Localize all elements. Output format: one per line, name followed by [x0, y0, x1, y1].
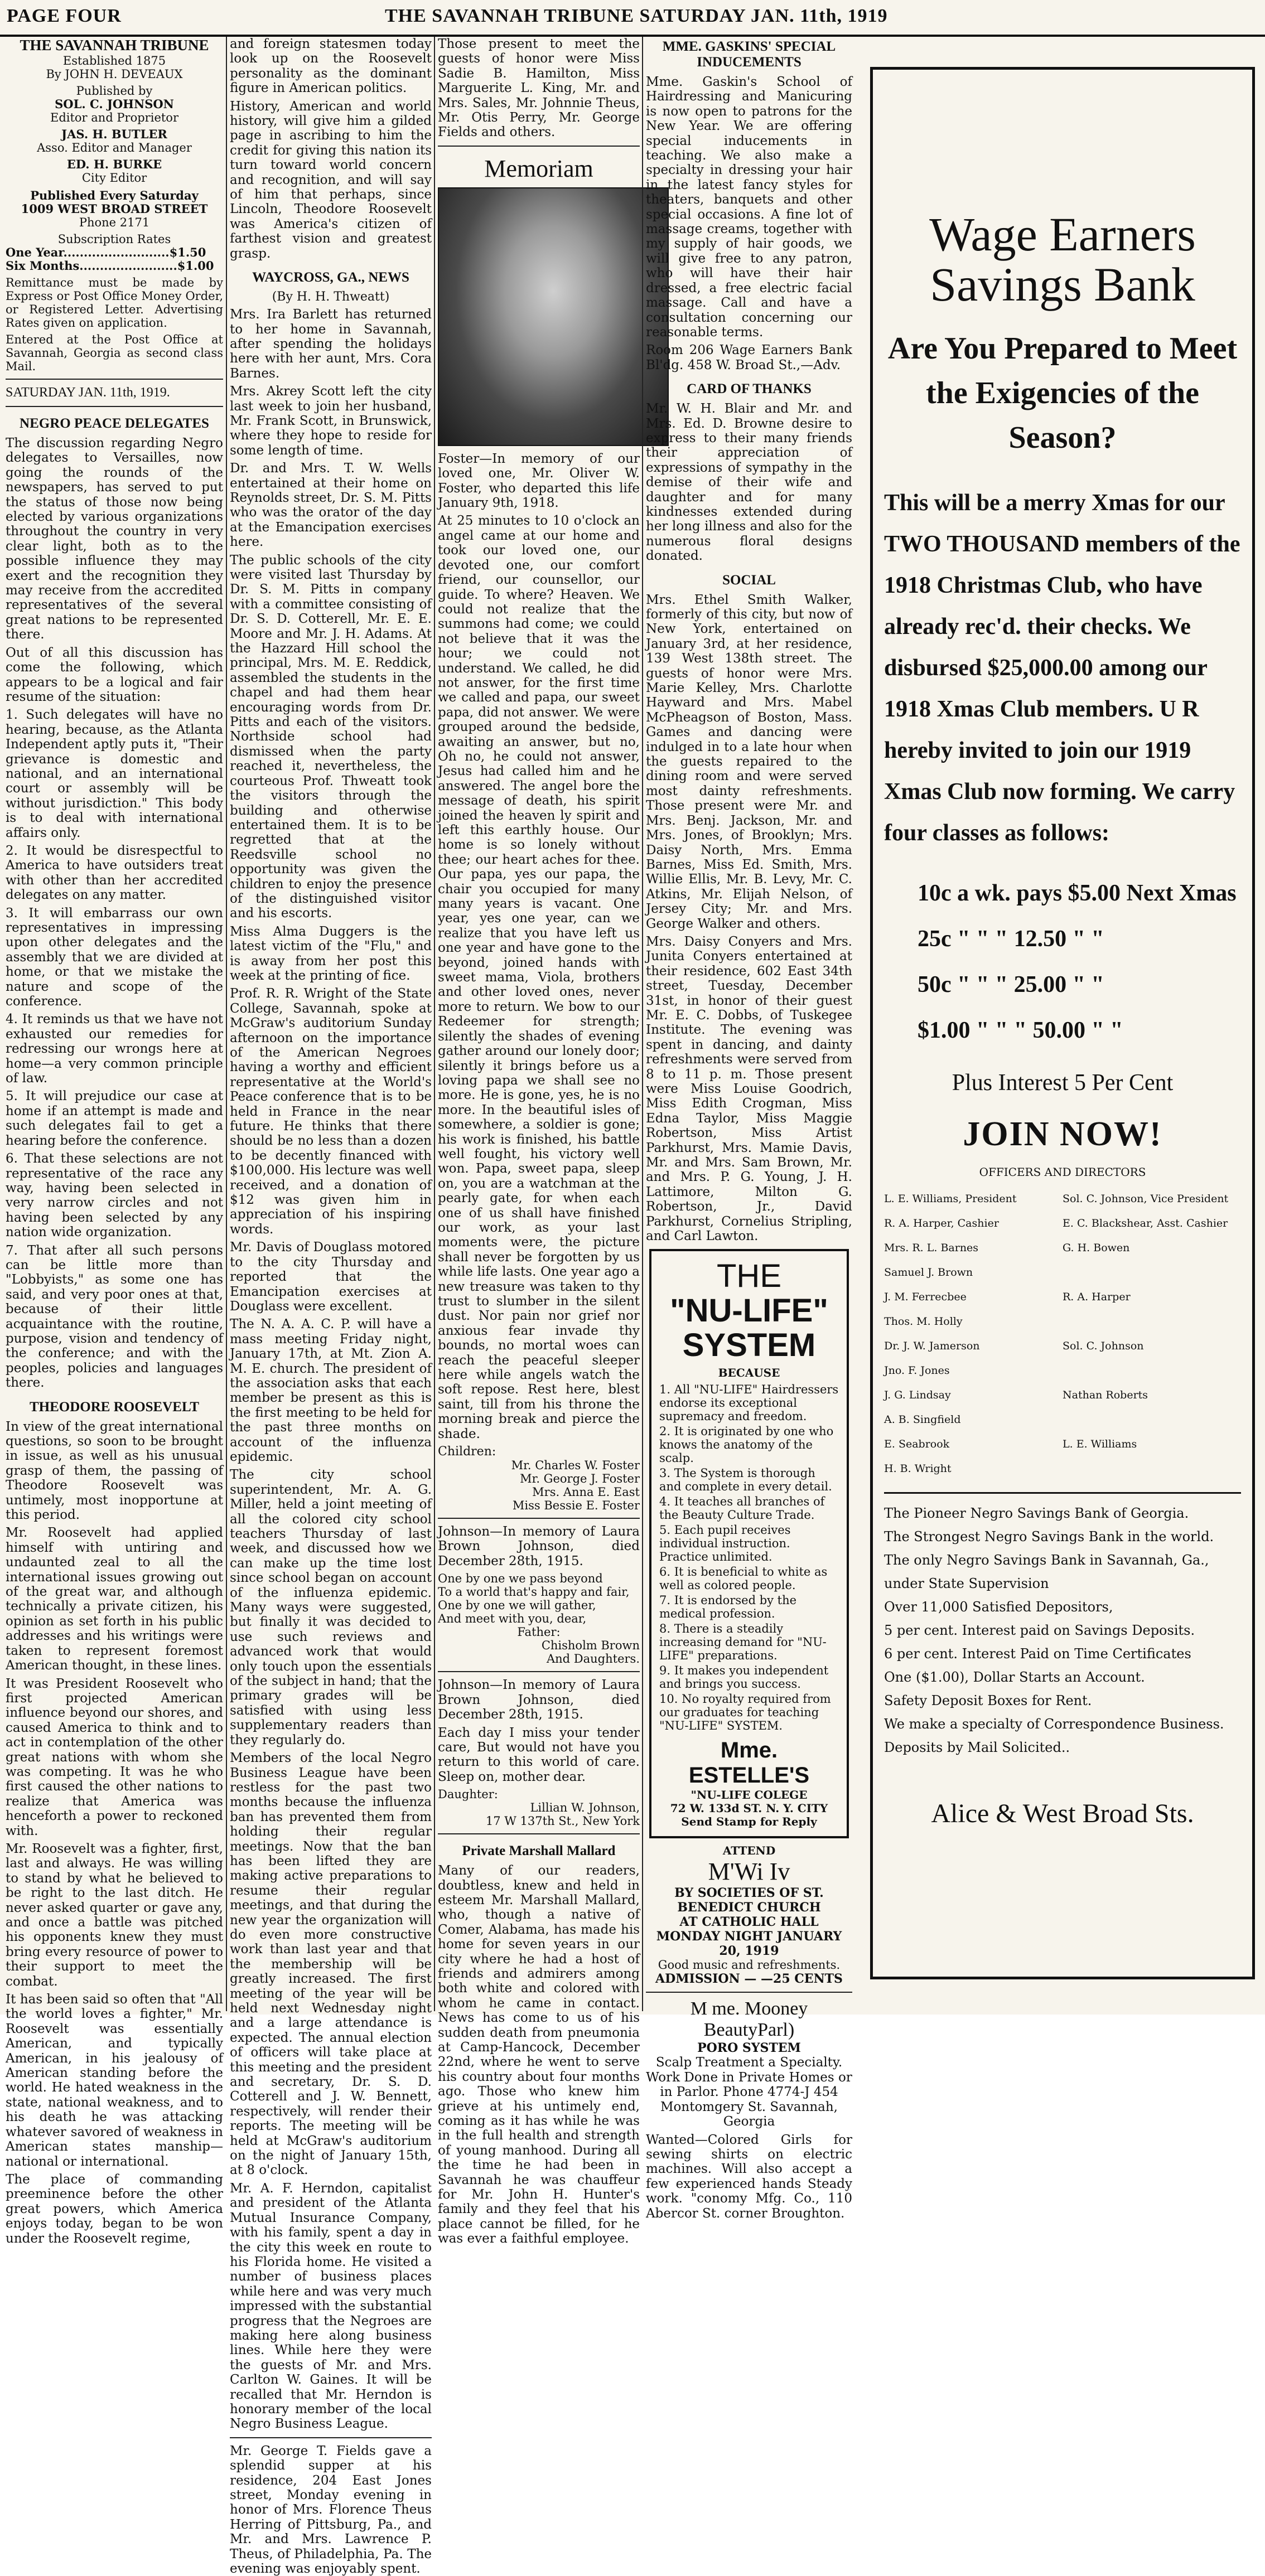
established: Established 1875 — [62, 54, 166, 67]
paragraph: At 25 minutes to 10 o'clock an angel came at our home and took our loved one, our devoted one, our comfort friend, our counsellor, our guide. To where? Heaven. We could not realize that the summons had come; we could not believe that it was the hour; we could not understand. We called, he did not answer, for the first time we called and papa, our sweet papa, did not answer. We were grouped around the bedside, awaiting an answer, but no, Oh no, he could not answer, Jesus had called him and he answered. The angel bore the message of death, his spirit joined the heaven ly spirit and left this earthly house. Our home is so lonely without thee; our heart aches for thee. Our papa, yes our papa, the chair you occupied for many many years is vacant. One year, yes one year, can we realize that you have left us one year and have gone to the beyond, joined hands with sweet mama, Viola, brothers and other loved ones, never more to return. We bow to our Redeemer for strength; silently the shades of evening gather around our lonely door; silently it brings before us a loving papa we shall see no more. He is gone, yes, he is no more. In the beautiful isles of somewhere, a soldier is gone; his work is finished, his battle well fought, his victory well won. Papa, sweet papa, sleep on, you are a watchman at the pearly gate, for when each one of us shall have finished our work, as your last moments were, the picture shall never be forgotten by us while life lasts. One year ago a new treasure was taken to thy trust to slumber in the silent dust. Nor pain nor grief nor anxious fear invade thy bounds, no mortal woes can reach the peaceful sleeper here while angels watch the soft repose. Rest here, blest saint, till from his throne the morning break and pierce the shade. — [438, 514, 640, 1441]
nu-life-because: BECAUSE — [718, 1366, 780, 1380]
paper-title-date: THE SAVANNAH TRIBUNE SATURDAY JAN. 11th, 1919 — [385, 6, 888, 26]
paragraph: Mr. Roosevelt had applied himself with untiring and undaunted zeal to all the international issues growing out of the great war, and although technically a private citizen, his opinion as set forth in his public addresses and his writings were taken to represent foremost American thought, in these lines. — [6, 1526, 223, 1673]
column-2 — [230, 37, 432, 2576]
divider — [646, 1992, 852, 1993]
child-name: Mrs. Anna E. East — [532, 1485, 640, 1499]
paragraph: Mr. Davis of Douglass motored to the city Thursday and reported that the Emancipation exercises at Douglass were excellent. — [230, 1240, 432, 1314]
bank-feature-line: The Pioneer Negro Savings Bank of Georgia. — [884, 1505, 1189, 1521]
bank-question: Are You Prepared to Meet the Exigencies of the Season? — [887, 331, 1238, 455]
nu-life-item: 4. It teaches all branches of the Beauty Culture Trade. — [659, 1495, 825, 1522]
nu-life-item: 8. There is a steadily increasing demand for "NU-LIFE" preparations. — [659, 1622, 827, 1663]
rate-table — [884, 870, 1241, 1053]
assoc-editor-name: JAS. H. BUTLER — [61, 127, 167, 141]
officer-name: G. H. Bowen — [1063, 1242, 1130, 1254]
officer-name: J. G. Lindsay — [884, 1389, 951, 1401]
office-phone: Phone 2171 — [79, 216, 150, 229]
officers-list — [884, 1187, 1241, 1481]
column-3 — [438, 37, 640, 2246]
paragraph: Mrs. Ethel Smith Walker, formerly of this city, but now of New York, entertained on January 3rd, at her residence, 139 West 138th street. The guests of honor were Mrs. Marie Kelley, Mrs. Charlotte Hayward and Mrs. Mabel McPheagson of Boston, Mass. Games and dancing were indulged in to a late hour when the guests repaired to the dining room and were served most dainty refreshments. Those present were Mr. and Mrs. Benj. Jackson, Mr. and Mrs. Jones, of Brooklyn; Mrs. Daisy North, Mrs. Emma Barnes, Miss Ed. Smith, Mrs. Willie Ellis, Mr. B. Levy, Mr. C. Atkins, Mr. Elijah Nelson, of Jersey City; Mr. and Mrs. George Walker and others. — [646, 592, 852, 931]
headline-social: SOCIAL — [722, 572, 776, 588]
officer-name: J. M. Ferrecbee — [884, 1291, 967, 1303]
paragraph: Mrs. Akrey Scott left the city last week to join her husband, Mr. Frank Scott, in Brunswick, where they hope to reside for some length of time. — [230, 384, 432, 458]
signature: 17 W 137th St., New York — [485, 1814, 640, 1828]
children-label: Children: — [438, 1445, 496, 1459]
verse-line: Father: — [517, 1625, 561, 1639]
bank-body: This will be a merry Xmas for our TWO THOUSAND members of the 1918 Christmas Club, who have already rec'd. their checks. We disbursed $25,000.00 among our 1918 Xmas Club members. U R hereby invited to join our 1919 Xmas Club now forming. We carry four classes as follows: — [884, 490, 1240, 846]
divider — [438, 1833, 640, 1834]
divider — [6, 379, 223, 380]
child-name: Mr. George J. Foster — [520, 1472, 640, 1486]
paragraph: It has been said so often that "All the world loves a fighter," Mr. Roosevelt was essentially American, and typically American, in his jealousy of American standing before the world. He hated weakness in the state, national weakness, and to his death he was attacking whatever savored of weakness in American states manship—national or international. — [6, 1992, 223, 2169]
officer-name: E. Seabrook — [884, 1438, 950, 1450]
officer-name: Mrs. R. L. Barnes — [884, 1242, 979, 1254]
paragraph: Members of the local Negro Business League have been restless for the past two months because the influenza ban has prevented them from holding their regular meetings. Now that the ban has been lifted they are making active preparations to resume their regular meetings, and that during the new year the organization will do even more constructive work than last year and that the membership will be greatly increased. The first meeting of the year will be held next Wednesday night and a large attendance is expected. The annual election of officers will take place at this meeting and the president and secretary, Dr. S. D. Cotterell and J. W. Bennett, respectively, will render their reports. The meeting will be held at McGraw's auditorium on the night of January 15th, at 8 o'clock. — [230, 1751, 432, 2178]
officer-name: L. E. Williams — [1063, 1438, 1137, 1450]
paragraph: History, American and world history, will give him a gilded page in ascribing to him the credit for giving this nation its turn toward world concern and recognition, and will say of him that perhaps, since Lincoln, Theodore Roosevelt was America's citizen of farthest vision and greatest grasp. — [230, 99, 432, 261]
mooney-name: M me. Mooney BeautyParl) — [690, 1998, 808, 2041]
paragraph: 1. Such delegates will have no hearing, because, as the Atlanta Independent aptly puts it, "Their grievance is domestic and national, and an international court or assembly will be without jurisdiction." This body is to deal with international affairs only. — [6, 708, 223, 840]
paragraph: The city school superintendent, Mr. A. G. Miller, held a joint meeting of all the colored city school teachers Thursday of last week, and discussed how we can make up the time lost since school began on account of the influenza epidemic. Many ways were suggested, but finally it was decided to use such reviews and advanced work that would only touch upon the essentials of the subject in hand; that the primary grades will be satisfied with using less supplementary readers than they regularly do. — [230, 1468, 432, 1747]
divider — [230, 2437, 432, 2438]
paragraph: Johnson—In memory of Laura Brown Johnson, died December 28th, 1915. — [438, 1524, 640, 1568]
paragraph: Mr. Roosevelt was a fighter, first, last and always. He was willing to stand by what he believed to be right to the last ditch. He never asked quarter or gave any, and once a battle was pitched his opponents knew they must bring every resource of power to their support to meet the combat. — [6, 1841, 223, 1989]
column-4 — [646, 37, 852, 2221]
paragraph: Mme. Gaskin's School of Hairdressing and Manicuring is now open to patrons for the New Year. We are offering special inducements in teaching. We also make a specialty in dressing your hair in the latest fancy styles for theaters, banquets and other special occasions. A fine lot of massage creams, together with my supply of hair goods, we will give free to any patron, who will have their hair dressed, a free electric facial massage. Call and have a consultation concerning our reasonable terms. — [646, 75, 852, 340]
paragraph: The place of commanding preeminence before the other great powers, which America enjoys today, began to be won under the Roosevelt regime, — [6, 2172, 223, 2246]
column-rule — [642, 37, 643, 2011]
paragraph: It was President Roosevelt who first projected American influence beyond our shores, and caused America to think and to act in contemplation of the other great nations with whom she was competing. It was he who first caused the other nations to realize that America was henceforth a power to reckoned with. — [6, 1676, 223, 1838]
column-rule — [226, 37, 227, 2011]
nu-life-item: 2. It is originated by one who knows the anatomy of the scalp. — [659, 1425, 834, 1465]
headline-gaskins: MME. GASKINS' SPECIAL INDUCEMENTS — [662, 39, 836, 70]
assoc-editor-title: Asso. Editor and Manager — [37, 141, 192, 154]
bank-feature-line: 6 per cent. Interest Paid on Time Certificates — [884, 1646, 1191, 1662]
event-admission: ADMISSION — —25 CENTS — [655, 1972, 843, 1987]
nu-life-item: 3. The System is thorough and complete in every detail. — [659, 1466, 832, 1494]
officer-name — [1063, 1260, 1241, 1285]
officer-name: H. B. Wright — [884, 1463, 952, 1475]
bank-feature-line: 5 per cent. Interest paid on Savings Deposits. — [884, 1623, 1195, 1638]
bank-advertisement — [870, 67, 1255, 1979]
officer-name: Samuel J. Brown — [884, 1266, 973, 1279]
signature: Chisholm Brown — [541, 1639, 640, 1653]
bank-name-line2: Savings Bank — [930, 258, 1195, 311]
paragraph: The public schools of the city were visited last Thursday by Dr. S. M. Pitts in company with a committee consisting of Dr. S. D. Cotterell, Mr. E. E. Moore and Mr. J. H. Adams. At the Hazzard Hill school the principal, Mrs. M. E. Reddick, assembled the students in the chapel and had them hear encouraging words from Dr. Pitts and each of the visitors. Northside school had dismissed when the party reached it, nevertheless, the courteous Prof. Thweatt took the visitors through the building and otherwise entertained them. It is to be regretted that at the Reedsville school no opportunity was given the children to enjoy the presence of the distinguished visitor and his escorts. — [230, 553, 432, 921]
editor-title: Editor and Proprietor — [50, 111, 178, 124]
paragraph: The N. A. A. C. P. will have a mass meeting Friday night, January 17th, at Mt. Zion A. M. E. church. The president of the association asks that each member be present as this is the first meeting to be held for the past three months on account of the influenza epidemic. — [230, 1317, 432, 1464]
column-rule — [434, 37, 435, 2011]
paragraph: Foster—In memory of our loved one, Mr. Oliver W. Foster, who departed this life January 9th, 1918. — [438, 451, 640, 511]
divider — [438, 1518, 640, 1519]
city-editor-name: ED. H. BURKE — [66, 157, 162, 171]
paragraph: Wanted—Colored Girls for sewing shirts on electric machines. Will also accept a few experienced hands Steady work. "conomy Mfg. Co., 110 Abercor St. corner Broughton. — [646, 2132, 852, 2221]
paragraph: Mrs. Ira Barlett has returned to her home in Savannah, after spending the holidays here with her aunt, Mrs. Cora Barnes. — [230, 307, 432, 381]
paragraph: and foreign statesmen today look up on the Roosevelt personality as the dominant figure in American politics. — [230, 37, 432, 96]
published-by: Published by — [76, 84, 153, 98]
rate-row: 50c " " " 25.00 " " — [918, 972, 1104, 998]
nu-life-list — [659, 1383, 839, 1732]
subscription-head: Subscription Rates — [57, 233, 171, 246]
paragraph: Room 206 Wage Earners Bank Bl'dg. 458 W. Broad St.,—Adv. — [646, 343, 852, 372]
officer-name — [1063, 1309, 1241, 1334]
event-hall: AT CATHOLIC HALL — [679, 1915, 819, 1930]
rate-row: $1.00 " " " 50.00 " " — [918, 1018, 1123, 1043]
officer-name: Nathan Roberts — [1063, 1389, 1148, 1401]
paragraph: Many of our readers, doubtless, knew and held in esteem Mr. Marshall Mallard, who, though a native of Comer, Alabama, has made his home for seven years in our city where he had a host of friends and admirers among both white and colored with whom he came in contact. News has come to us of his sudden death from pneumonia at Camp-Hancock, December 22nd, where he went to serve his country about four months ago. Those who knew him grieve at his untimely end, coming as it has while he was in the full health and strength of young manhood. During all the time he had been in Savannah he was chauffeur for Mr. John H. Hunter's family and they feel that his place cannot be filled, for he was ever a faithful employee. — [438, 1863, 640, 2246]
officer-name: R. A. Harper — [1063, 1291, 1131, 1303]
paragraph: 3. It will embarrass our own representatives in impressing upon other delegates and the assembly that we are divided at home, or that we mistake the nature and scope of the conference. — [6, 906, 223, 1009]
nu-life-stamp: Send Stamp for Reply — [681, 1815, 817, 1829]
officer-name: L. E. Williams, President — [884, 1193, 1017, 1205]
nu-life-address: 72 W. 133d ST. N. Y. CITY — [670, 1802, 828, 1815]
nu-life-item: 9. It makes you independent and brings you success. — [659, 1664, 829, 1691]
headline-mallard: Private Marshall Mallard — [462, 1843, 616, 1859]
page-number: PAGE FOUR — [7, 6, 122, 26]
verse-line: To a world that's happy and fair, — [438, 1585, 630, 1599]
poro-system: PORO SYSTEM — [697, 2041, 801, 2056]
child-name: Mr. Charles W. Foster — [511, 1459, 640, 1473]
paragraph: Each day I miss your tender care, But would not have you return to this world of care. Sleep on, mother dear. — [438, 1725, 640, 1784]
divider — [438, 1671, 640, 1672]
paragraph: 2. It would be disrespectful to America to have outsiders treat with other than her accredited delegates on any matter. — [6, 843, 223, 903]
paragraph: Out of all this discussion has come the following, which appears to be a logical and fair resume of the situation: — [6, 645, 223, 704]
event-music: Good music and refreshments. — [658, 1958, 841, 1972]
paragraph: In view of the great international questions, so soon to be brought in issue, as well as his unusual grasp of them, the passing of Theodore Roosevelt was untimely, most inopportune at this period. — [6, 1419, 223, 1523]
page-header — [0, 0, 1265, 37]
verse-line: One by one we will gather, — [438, 1599, 596, 1613]
paragraph: The discussion regarding Negro delegates to Versailles, now going the rounds of the newspapers, has served to put the status of those now being elected by various organizations throughout the country in very clear light, both as to the possible influence they may exert and the recognition they may receive from the accredited representatives of the several great nations to be represented there. — [6, 436, 223, 642]
office-address: 1009 WEST BROAD STREET — [21, 202, 208, 216]
officer-name: A. B. Singfield — [884, 1413, 961, 1426]
verse-line: One by one we pass beyond — [438, 1572, 603, 1586]
verse-line: And meet with you, dear, — [438, 1612, 587, 1626]
issue-date: SATURDAY JAN. 11th, 1919. — [6, 385, 170, 400]
paragraph: Mrs. Daisy Conyers and Mrs. Junita Conyers entertained at their residence, 602 East 34th street, Tuesday, December 31st, in honor of their guest Mr. E. C. Dobbs, of Tuskegee Institute. The evening was spent in dancing, and dainty refreshments were served from 8 to 11 p. m. Those present were Miss Louise Goodrich, Miss Edith Crogman, Miss Edna Taylor, Miss Maggie Robertson, Miss Artist Parkhurst, Mrs. Mamie Davis, Mr. and Mrs. Sam Brown, Mr. and Mrs. P. G. Young, J. H. Lattimore, Milton G. Robertson, Jr., David Parkhurst, Cornelius Stripling, and Carl Lawton. — [646, 934, 852, 1244]
nu-life-item: 6. It is beneficial to white as well as colored people. — [659, 1565, 828, 1592]
byline: (By H. H. Thweatt) — [272, 290, 390, 304]
paragraph: Dr. and Mrs. T. W. Wells entertained at their home on Reynolds street, Dr. S. M. Pitts who was the orator of the day at the Emancipation exercises here. — [230, 461, 432, 550]
city-editor-title: City Editor — [81, 171, 147, 185]
bank-feature-line: The only Negro Savings Bank in Savannah, Ga., under State Supervision — [884, 1552, 1209, 1591]
nu-life-mme: Mme. ESTELLE'S — [688, 1738, 810, 1788]
nu-life-item: 7. It is endorsed by the medical profession. — [659, 1594, 797, 1621]
bank-feature-line: Safety Deposit Boxes for Rent. — [884, 1693, 1092, 1708]
nu-life-item: 10. No royalty required from our graduates for teaching "NU-LIFE" SYSTEM. — [659, 1692, 831, 1733]
interest-line: Plus Interest 5 Per Cent — [952, 1070, 1174, 1096]
headline-peace-delegates: NEGRO PEACE DELEGATES — [20, 416, 209, 431]
officer-name — [1063, 1358, 1241, 1383]
daughter-label: Daughter: — [438, 1788, 498, 1802]
bank-feature-line: Over 11,000 Satisfied Depositors, — [884, 1599, 1113, 1615]
nu-life-system: SYSTEM — [682, 1327, 816, 1364]
bank-name-line1: Wage Earners — [929, 207, 1196, 261]
bank-address: Alice & West Broad Sts. — [931, 1799, 1194, 1828]
remittance-note: Remittance must be made by Express or Post Office Money Order, or Registered Letter. Advertising Rates given on application. — [6, 276, 223, 330]
nu-life-college: "NU-LIFE COLEGE — [691, 1788, 808, 1802]
join-now: JOIN NOW! — [963, 1115, 1162, 1153]
signature: Lillian W. Johnson, — [530, 1801, 640, 1815]
entered-note: Entered at the Post Office at Savannah, Georgia as second class Mail. — [6, 333, 223, 373]
paragraph: Mr. A. F. Herndon, capitalist and president of the Atlanta Mutual Insurance Company, with his family, spent a day in the city this week en route to his Florida home. He visited a number of business places while here and was very much impressed with the substantial progress that the Negroes are making here along business lines. While here they were the guests of Mr. and Mrs. Carlton W. Gaines. It will be recalled that Mr. Herndon is honorary member of the local Negro Business League. — [230, 2181, 432, 2432]
nu-life-name: "NU-LIFE" — [670, 1292, 828, 1329]
signature: And Daughters. — [546, 1652, 640, 1666]
rate-row: 25c " " " 12.50 " " — [918, 926, 1104, 952]
subscription-year: One Year..........................$1.50 — [6, 245, 206, 259]
headline-waycross-news: WAYCROSS, GA., NEWS — [252, 270, 409, 285]
bank-features — [884, 1502, 1241, 1759]
officer-name: Sol. C. Johnson, Vice President — [1063, 1193, 1229, 1205]
officer-name: Sol. C. Johnson — [1063, 1340, 1144, 1352]
divider — [884, 1492, 1241, 1494]
paragraph: Miss Alma Duggers is the latest victim of the "Flu," and is away from her post this week at the printing of fice. — [230, 924, 432, 983]
officer-name: R. A. Harper, Cashier — [884, 1217, 999, 1229]
nu-life-the: THE — [717, 1258, 781, 1295]
divider — [6, 406, 223, 407]
portrait-photo — [438, 187, 669, 446]
publication-schedule: Published Every Saturday — [30, 188, 199, 202]
paragraph: 6. That these selections are not representative of the race any way, having been selected in very narrow circles and not having been selected by any nation wide organization. — [6, 1151, 223, 1240]
paragraph: Johnson—In memory of Laura Brown Johnson, died December 28th, 1915. — [438, 1678, 640, 1722]
editor-name: SOL. C. JOHNSON — [55, 97, 174, 111]
officer-name: Jno. F. Jones — [884, 1364, 950, 1377]
event-societies: BY SOCIETIES OF ST. BENEDICT CHURCH — [674, 1886, 824, 1915]
paragraph: Scalp Treatment a Specialty. Work Done in Private Homes or in Parlor. Phone 4774-J 454 Montomgery St. Savannah, Georgia — [646, 2055, 852, 2129]
officer-name — [1063, 1456, 1241, 1481]
paragraph: 5. It will prejudice our case at home if an attempt is made and such delegates fail to get a hearing before the conference. — [6, 1089, 223, 1148]
subscription-six-months: Six Months........................$1.00 — [6, 259, 214, 273]
officer-name: Thos. M. Holly — [884, 1315, 963, 1328]
event-title: M'Wi Iv — [708, 1858, 790, 1886]
officer-name: E. C. Blackshear, Asst. Cashier — [1063, 1217, 1228, 1229]
memoriam-heading: Memoriam — [484, 154, 593, 182]
bank-feature-line: The Strongest Negro Savings Bank in the world. — [884, 1529, 1214, 1544]
event-date: MONDAY NIGHT JANUARY 20, 1919 — [656, 1929, 842, 1959]
rate-row: 10c a wk. pays $5.00 Next Xmas — [918, 880, 1237, 906]
paragraph: Prof. R. R. Wright of the State College, Savannah, spoke at McGraw's auditorium Sunday afternoon on the importance of the American Negroes having a worthy and efficient representative at the World's Peace conference that is to be held in France in the near future. He thinks that there should be no less than a dozen to be decently financed with $100,000. His lecture was well received, and a donation of $12 was given him in appreciation of his inspiring words. — [230, 986, 432, 1237]
nu-life-item: 5. Each pupil receives individual instruction. Practice unlimited. — [659, 1523, 791, 1564]
bank-feature-line: One ($1.00), Dollar Starts an Account. — [884, 1669, 1145, 1685]
child-name: Miss Bessie E. Foster — [512, 1499, 640, 1513]
officer-name — [1063, 1407, 1241, 1432]
paragraph: 7. That after all such persons can be little more than "Lobbyists," as some one has said, and very poor ones at that, because of their little acquaintance with the routine, purpose, vision and tendency of the conference; and with the peoples, policies and languages there. — [6, 1243, 223, 1391]
officers-heading: OFFICERS AND DIRECTORS — [979, 1165, 1146, 1179]
bank-feature-line: We make a specialty of Correspondence Business. Deposits by Mail Solicited.. — [884, 1716, 1224, 1755]
attend-label: ATTEND — [722, 1844, 776, 1858]
officer-name: Dr. J. W. Jamerson — [884, 1340, 980, 1352]
paragraph: Mr. George T. Fields gave a splendid supper at his residence, 204 East Jones street, Monday evening in honor of Mrs. Florence Theus Herring of Pittsburg, Pa., and Mr. and Mrs. Lawrence P. Theus, of Philadelphia, Pa. The evening was enjoyably spent. — [230, 2443, 432, 2576]
founder: By JOHN H. DEVEAUX — [46, 67, 183, 81]
nu-life-ad — [649, 1249, 849, 1838]
headline-card-of-thanks: CARD OF THANKS — [687, 381, 812, 397]
paragraph: Those present to meet the guests of honor were Miss Sadie B. Hamilton, Miss Marguerite L. King, Mr. and Mrs. Sales, Mr. Johnnie Theus, Mr. Otis Perry, Mr. George Fields and others. — [438, 37, 640, 140]
column-1 — [6, 37, 223, 2246]
paragraph: Mr. W. H. Blair and Mr. and Mrs. Ed. D. Browne desire to express to their many friends their appreciation of expressions of sympathy in the demise of their wife and daughter and for many kindnesses extended during her long illness and also for the numerous floral designs donated. — [646, 401, 852, 564]
paragraph: 4. It reminds us that we have not exhausted our remedies for redressing our wrongs here at home—a very common principle of law. — [6, 1012, 223, 1086]
headline-roosevelt: THEODORE ROOSEVELT — [29, 1399, 200, 1415]
paper-name: THE SAVANNAH TRIBUNE — [20, 37, 209, 54]
divider — [438, 146, 640, 147]
nu-life-item: 1. All "NU-LIFE" Hairdressers endorse its exceptional supremacy and freedom. — [659, 1383, 839, 1423]
